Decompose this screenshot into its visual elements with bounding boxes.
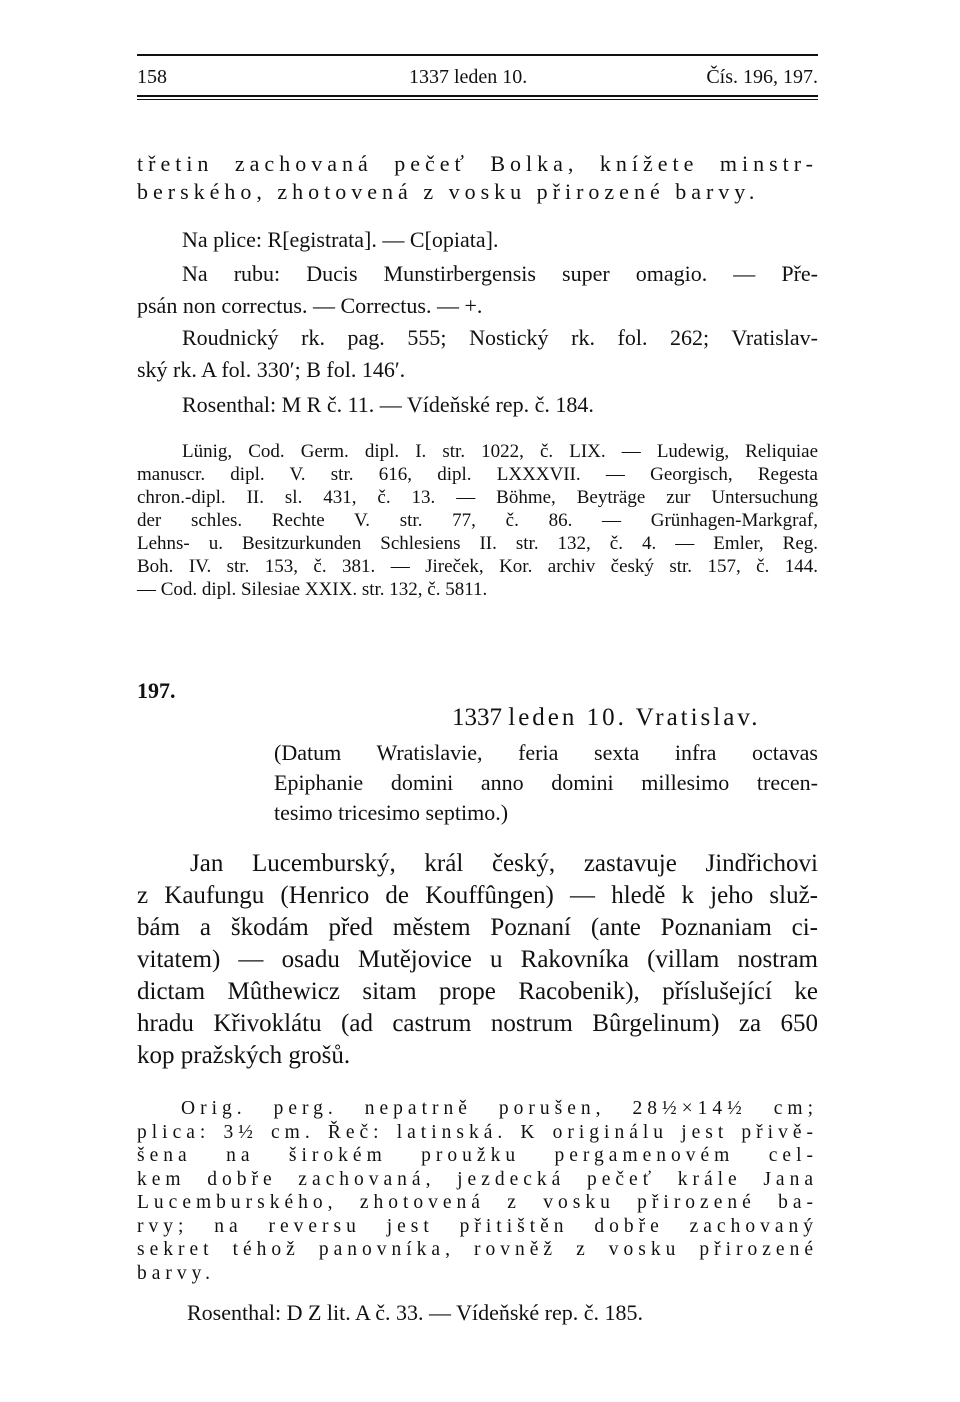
orig-line: sekret téhož panovníka, rovněž z vosku přirozené bbox=[137, 1239, 818, 1260]
summary-line: kop pražských grošů. bbox=[137, 1042, 351, 1069]
orig-line: Orig. perg. nepatrně porušen, 28½×14½ cm; bbox=[181, 1098, 818, 1119]
literature-line: — Cod. dipl. Silesiae XXIX. str. 132, č. 5811. bbox=[137, 579, 488, 600]
original-description-197 bbox=[137, 1097, 818, 1285]
header-rule-bottom bbox=[137, 95, 818, 97]
header-date: 1337 leden 10. bbox=[409, 66, 528, 88]
doc-number-197: 197. bbox=[137, 678, 176, 703]
running-header bbox=[137, 66, 818, 92]
summary-line: dictam Mûthewicz sitam prope Racobenik), příslušející ke bbox=[137, 978, 818, 1005]
summary-197 bbox=[137, 848, 818, 1072]
orig-line: Lucemburského, zhotovená z vosku přirozené ba- bbox=[137, 1192, 818, 1213]
header-rule-bottom-thin bbox=[137, 99, 818, 100]
seal-line: berského, zhotovená z vosku přirozené barvy. bbox=[137, 179, 760, 204]
page-number: 158 bbox=[137, 66, 167, 88]
orig-line: šena na širokém proužku pergamenovém cel- bbox=[137, 1145, 818, 1166]
dorsal-line: psán non correctus. — Correctus. — +. bbox=[137, 293, 483, 318]
orig-line: rvy; na reversu jest přitištěn dobře zachovaný bbox=[137, 1215, 818, 1237]
date-place-197 bbox=[452, 703, 818, 733]
orig-line: kem dobře zachovaná, jezdecká pečeť krále Jana bbox=[137, 1168, 818, 1190]
literature-196 bbox=[137, 440, 818, 601]
header-rule-top bbox=[137, 54, 818, 56]
header-doc-numbers: Čís. 196, 197. bbox=[706, 66, 818, 88]
literature-line: Boh. IV. str. 153, č. 381. — Jireček, Kor. archiv český str. 157, č. 144. bbox=[137, 556, 818, 577]
rosenthal-196: Rosenthal: M R č. 11. — Vídeňské rep. č. 184. bbox=[182, 392, 594, 417]
literature-line: Lehns- u. Besitzurkunden Schlesiens II. str. 132, č. 4. — Emler, Reg. bbox=[137, 533, 818, 554]
orig-line: plica: 3½ cm. Řeč: latinská. K originálu jest přivě- bbox=[137, 1121, 818, 1143]
date-rest: leden 10. Vratislav. bbox=[508, 704, 761, 731]
dorsal-note bbox=[137, 258, 818, 322]
copies-line: Roudnický rk. pag. 555; Nostický rk. fol. 262; Vratislav- bbox=[182, 325, 818, 350]
copies-line: ský rk. A fol. 330′; B fol. 146′. bbox=[137, 357, 406, 382]
copies-note bbox=[137, 322, 818, 386]
datum-line: tesimo tricesimo septimo.) bbox=[274, 800, 509, 825]
dorsal-line: Na rubu: Ducis Munstirbergensis super omagio. — Pře- bbox=[182, 261, 818, 286]
summary-line: hradu Křivoklátu (ad castrum nostrum Bûrgelinum) za 650 bbox=[137, 1010, 818, 1037]
datum-line: Epiphanie domini anno domini millesimo trecen- bbox=[274, 770, 818, 795]
literature-line: chron.-dipl. II. sl. 431, č. 13. — Böhme, Beyträge zur Untersuchung bbox=[137, 487, 818, 508]
datum-line: (Datum Wratislavie, feria sexta infra octavas bbox=[274, 740, 818, 765]
seal-description bbox=[137, 150, 818, 206]
literature-line: Lünig, Cod. Germ. dipl. I. str. 1022, č. LIX. — Ludewig, Reliquiae bbox=[182, 441, 818, 462]
plica-note: Na plice: R[egistrata]. — C[opiata]. bbox=[182, 227, 499, 252]
summary-line: bám a škodám před městem Poznaní (ante Poznaniam ci- bbox=[137, 914, 818, 941]
summary-line: Jan Lucemburský, král český, zastavuje Jindřichovi bbox=[190, 850, 818, 877]
literature-line: manuscr. dipl. V. str. 616, dipl. LXXXVII. — Georgisch, Regesta bbox=[137, 464, 818, 485]
rosenthal-197: Rosenthal: D Z lit. A č. 33. — Vídeňské rep. č. 185. bbox=[187, 1300, 644, 1325]
seal-line: třetin zachovaná pečeť Bolka, knížete minstr- bbox=[137, 151, 818, 176]
orig-line: barvy. bbox=[137, 1262, 216, 1284]
datum-clause-197 bbox=[274, 738, 818, 828]
summary-line: vitatem) — osadu Mutějovice u Rakovníka (villam nostram bbox=[137, 946, 818, 973]
literature-line: der schles. Rechte V. str. 77, č. 86. — Grünhagen-Markgraf, bbox=[137, 510, 818, 531]
date-year: 1337 bbox=[452, 704, 502, 731]
summary-line: z Kaufungu (Henrico de Kouffûngen) — hledě k jeho služ- bbox=[137, 882, 818, 909]
